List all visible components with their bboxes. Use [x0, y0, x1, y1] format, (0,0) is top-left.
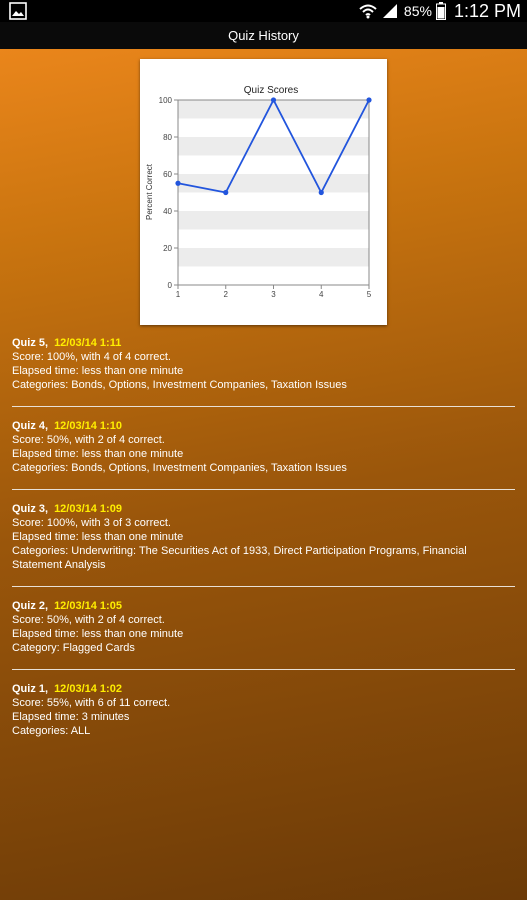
quiz-history-list — [12, 336, 515, 738]
data-point — [175, 181, 180, 186]
quiz-name: Quiz 3, — [12, 503, 49, 515]
chart-y-axis-label: Percent Correct — [145, 163, 154, 221]
grid-band — [178, 174, 369, 193]
quiz-elapsed: Elapsed time: less than one minute — [12, 531, 184, 543]
chart-title: Quiz Scores — [243, 85, 299, 96]
divider — [12, 489, 515, 490]
battery-percent: 85% — [403, 3, 432, 19]
page-title: Quiz History — [0, 22, 527, 49]
quiz-date: 12/03/14 1:05 — [54, 600, 122, 612]
quiz-categories: Categories: Bonds, Options, Investment Companies, Taxation Issues — [12, 462, 347, 474]
quiz-scores-chart — [140, 59, 387, 325]
y-tick-label: 0 — [167, 281, 172, 290]
divider — [12, 669, 515, 670]
quiz-entry[interactable] — [12, 336, 515, 392]
quiz-elapsed: Elapsed time: less than one minute — [12, 628, 184, 640]
data-point — [271, 97, 276, 102]
y-tick-label: 100 — [158, 96, 172, 105]
chart-svg — [140, 59, 387, 325]
quiz-date: 12/03/14 1:09 — [54, 503, 122, 515]
grid-band — [178, 137, 369, 156]
grid-band — [178, 100, 369, 119]
quiz-name: Quiz 5, — [12, 337, 49, 349]
battery-icon — [436, 2, 446, 20]
quiz-elapsed: Elapsed time: less than one minute — [12, 448, 184, 460]
quiz-date: 12/03/14 1:02 — [54, 683, 122, 695]
x-tick-label: 3 — [271, 290, 276, 299]
quiz-categories: Categories: Underwriting: The Securities Act of 1933, Direct Participation Programs, Financial Statement Analysis — [12, 545, 467, 571]
quiz-score: Score: 50%, with 2 of 4 correct. — [12, 434, 165, 446]
y-tick-label: 60 — [163, 170, 172, 179]
data-point — [366, 97, 371, 102]
clock: 1:12 PM — [453, 0, 521, 21]
signal-icon — [382, 3, 398, 19]
quiz-entry[interactable] — [12, 599, 515, 655]
grid-band — [178, 248, 369, 267]
data-point — [223, 190, 228, 195]
x-tick-label: 4 — [319, 290, 324, 299]
quiz-score: Score: 55%, with 6 of 11 correct. — [12, 697, 171, 709]
divider — [12, 406, 515, 407]
quiz-score: Score: 100%, with 4 of 4 correct. — [12, 351, 171, 363]
quiz-date: 12/03/14 1:10 — [54, 420, 122, 432]
status-bar — [0, 0, 527, 22]
x-tick-label: 1 — [175, 290, 181, 299]
quiz-entry[interactable] — [12, 682, 515, 738]
gallery-icon — [9, 2, 27, 20]
data-point — [319, 190, 324, 195]
quiz-score: Score: 100%, with 3 of 3 correct. — [12, 517, 171, 529]
quiz-name: Quiz 4, — [12, 420, 49, 432]
quiz-name: Quiz 1, — [12, 683, 49, 695]
quiz-categories: Categories: Bonds, Options, Investment Companies, Taxation Issues — [12, 379, 347, 391]
y-tick-label: 20 — [163, 244, 172, 253]
quiz-entry[interactable] — [12, 419, 515, 475]
y-tick-label: 40 — [163, 207, 172, 216]
quiz-elapsed: Elapsed time: 3 minutes — [12, 711, 130, 723]
wifi-icon — [358, 3, 378, 19]
y-tick-label: 80 — [163, 133, 172, 142]
quiz-entry[interactable] — [12, 502, 515, 572]
x-tick-label: 2 — [223, 290, 228, 299]
quiz-categories: Category: Flagged Cards — [12, 642, 135, 654]
quiz-name: Quiz 2, — [12, 600, 49, 612]
quiz-date: 12/03/14 1:11 — [54, 337, 122, 349]
x-tick-label: 5 — [366, 290, 372, 299]
grid-band — [178, 211, 369, 230]
quiz-score: Score: 50%, with 2 of 4 correct. — [12, 614, 165, 626]
divider — [12, 586, 515, 587]
quiz-elapsed: Elapsed time: less than one minute — [12, 365, 184, 377]
quiz-categories: Categories: ALL — [12, 725, 91, 737]
